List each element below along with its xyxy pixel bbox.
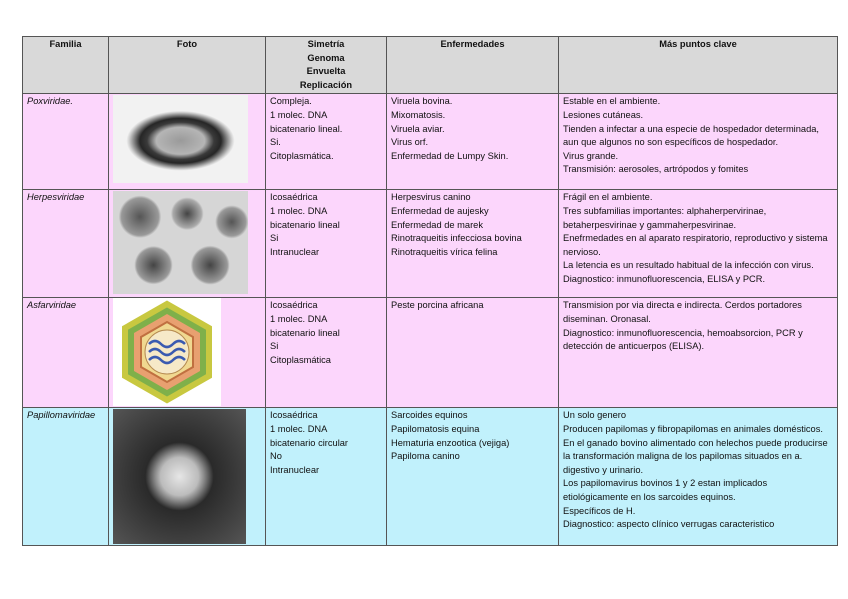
cell-line: Transmision por via directa e indirecta. Cerdos portadores diseminan. Oronasal. (563, 300, 802, 324)
simetria-cell (266, 190, 387, 298)
header-enfermedades: Enfermedades (387, 37, 559, 94)
cell-line: La letencia es un resultado habitual de la infección con virus. (563, 260, 814, 271)
cell-line: En el ganado bovino alimentado con helechos puede producirse la transformación maligna de los papilomas situados en a. digestivo y urinario. (563, 437, 828, 475)
cell-line: Producen papilomas y fibropapilomas en animales domésticos. (563, 423, 823, 434)
cell-line: Transmisión: aerosoles, artrópodos y fomites (563, 164, 749, 175)
cell-line: Mixomatosis. (391, 109, 446, 120)
cell-line: No (270, 451, 282, 462)
cell-line: Viruela aviar. (391, 123, 445, 134)
header-line: Replicación (299, 79, 353, 90)
enfermedades-cell (387, 408, 559, 546)
cell-line: 1 molec. DNA (270, 423, 328, 434)
cell-line: Si (270, 341, 279, 352)
header-line: Envuelta (306, 66, 346, 77)
cell-line: Enefrmedades en al aparato respiratorio, reproductivo y sistema nervioso. (563, 233, 828, 257)
cell-line: Citoplasmática. (270, 150, 334, 161)
cell-line: 1 molec. DNA (270, 109, 328, 120)
cell-line: Virus grande. (563, 150, 619, 161)
cell-line: Intranuclear (270, 464, 320, 475)
cell-line: bicatenario lineal (270, 327, 340, 338)
header-row (23, 37, 838, 94)
cell-line: Rinotraqueitis vírica felina (391, 246, 498, 257)
virion-diagram-icon (115, 300, 219, 404)
familia-cell: Poxviridae. (23, 94, 109, 190)
herpesvirus-photo (113, 191, 248, 294)
cell-line: Virus orf. (391, 137, 429, 148)
cell-line: Diagnostico: inmunofluorescencia, hemoabsorcion, PCR y detección de anticuerpos (ELISA). (563, 327, 803, 352)
cell-line: bicatenario lineal. (270, 123, 343, 134)
cell-line: Enfermedad de marek (391, 219, 483, 230)
cell-line: 1 molec. DNA (270, 313, 328, 324)
cell-line: Diagnostico: aspecto clínico verrugas caracteristico (563, 519, 775, 530)
header-mas-puntos: Más puntos clave (559, 37, 838, 94)
cell-line: Viruela bovina. (391, 96, 453, 107)
table-row (23, 298, 838, 408)
poxvirus-photo (113, 95, 248, 183)
cell-line: Hematuria enzootica (vejiga) (391, 437, 510, 448)
photo-cell (109, 408, 266, 546)
puntos-clave-cell (559, 408, 838, 546)
table-row (23, 190, 838, 298)
photo-cell (109, 298, 266, 408)
simetria-cell (266, 298, 387, 408)
cell-line: Tienden a infectar a una especie de hospedador determinada, aun que algunos no son específicos de hospedador. (563, 123, 820, 148)
cell-line: Los papilomavirus bovinos 1 y 2 estan implicados etiológicamente en los sarcoides equinos. (563, 478, 768, 502)
cell-line: Si (270, 233, 279, 244)
cell-line: Icosaédrica (270, 192, 318, 203)
cell-line: Herpesvirus canino (391, 192, 471, 203)
cell-line: Icosaédrica (270, 410, 318, 421)
cell-line: Enfermedad de aujesky (391, 205, 489, 216)
cell-line: bicatenario lineal (270, 219, 340, 230)
cell-line: Rinotraqueitis infecciosa bovina (391, 233, 522, 244)
cell-line: Un solo genero (563, 410, 627, 421)
enfermedades-cell (387, 190, 559, 298)
cell-line: Papiloma canino (391, 451, 460, 462)
cell-line: Intranuclear (270, 246, 320, 257)
table-row (23, 94, 838, 190)
header-familia: Familia (23, 37, 109, 94)
cell-line: 1 molec. DNA (270, 205, 328, 216)
cell-line: Papilomatosis equina (391, 423, 480, 434)
header-line: Simetría (307, 39, 345, 49)
header-simetria (266, 37, 387, 94)
cell-line: Compleja. (270, 96, 312, 107)
cell-line: Peste porcina africana (391, 300, 484, 311)
cell-line: Diagnostico: inmunofluorescencia, ELISA y PCR. (563, 273, 766, 284)
cell-line: Lesiones cutáneas. (563, 109, 644, 120)
familia-cell: Herpesviridae (23, 190, 109, 298)
simetria-cell (266, 94, 387, 190)
familia-cell: Asfarviridae (23, 298, 109, 408)
cell-line: Sarcoides equinos (391, 410, 468, 421)
cell-line: Enfermedad de Lumpy Skin. (391, 150, 509, 161)
cell-line: Citoplasmática (270, 354, 331, 365)
table-row (23, 408, 838, 546)
header-foto: Foto (109, 37, 266, 94)
photo-cell (109, 94, 266, 190)
familia-cell: Papillomaviridae (23, 408, 109, 546)
puntos-clave-cell (559, 190, 838, 298)
papillomavirus-photo (113, 409, 246, 544)
cell-line: Icosaédrica (270, 300, 318, 311)
cell-line: Estable en el ambiente. (563, 96, 661, 107)
simetria-cell (266, 408, 387, 546)
puntos-clave-cell (559, 94, 838, 190)
puntos-clave-cell (559, 298, 838, 408)
asfarvirus-diagram (113, 298, 221, 406)
header-line: Genoma (307, 52, 345, 63)
cell-line: Tres subfamilias importantes: alphaherpervirinae, betaherpesvirinae y gammaherpesvirinae. (563, 205, 767, 230)
virus-table (22, 36, 838, 546)
cell-line: Específicos de H. (563, 505, 636, 516)
enfermedades-cell (387, 94, 559, 190)
cell-line: Si. (270, 137, 281, 148)
enfermedades-cell (387, 298, 559, 408)
photo-cell (109, 190, 266, 298)
cell-line: bicatenario circular (270, 437, 349, 448)
cell-line: Frágil en el ambiente. (563, 192, 653, 203)
